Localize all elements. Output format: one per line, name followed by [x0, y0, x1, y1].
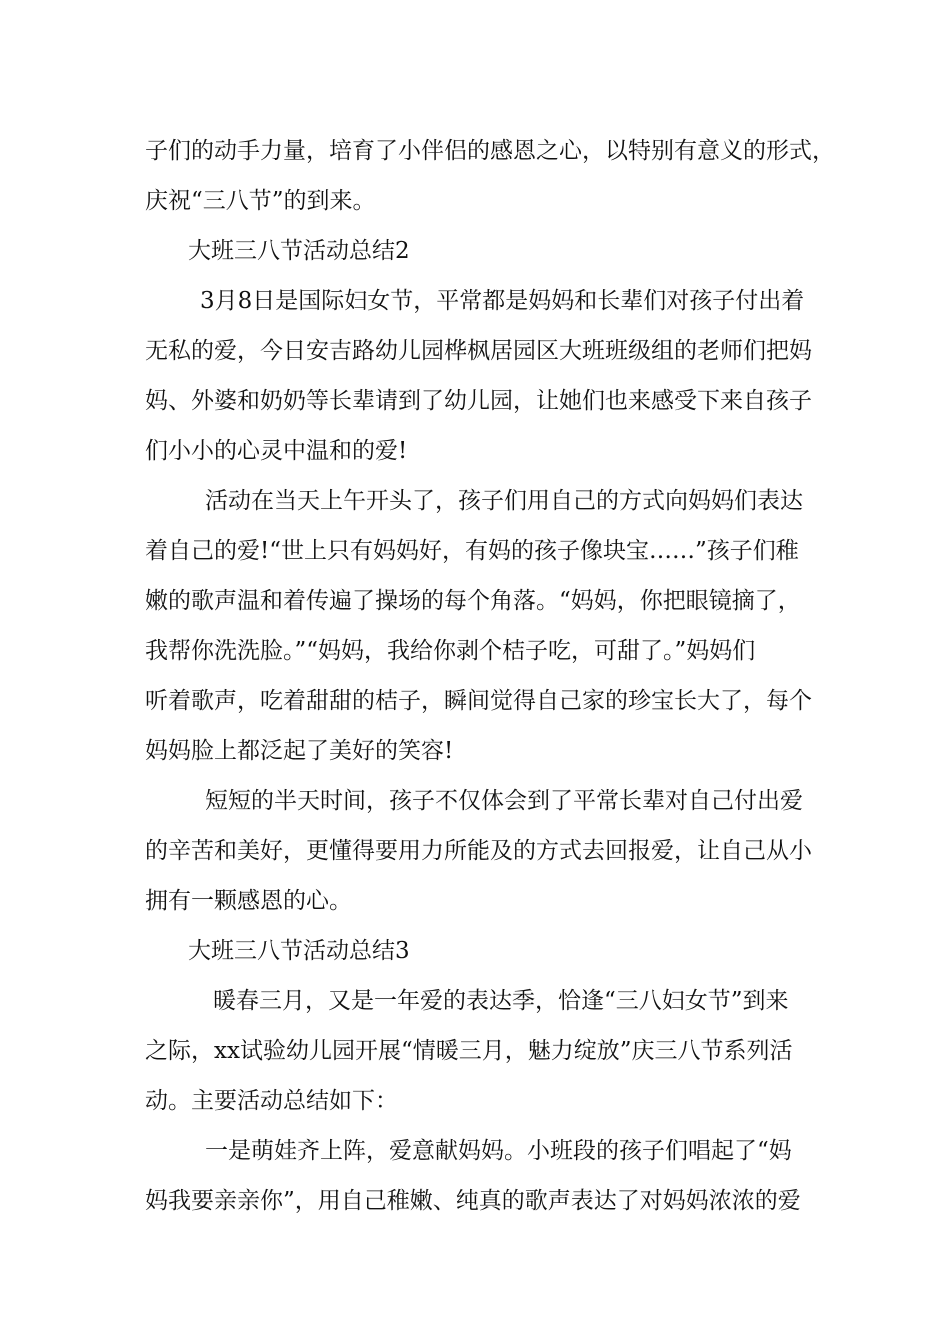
paragraph-line: 拥有一颗感恩的心。	[145, 888, 352, 914]
paragraph-line: 动。主要活动总结如下：	[145, 1088, 398, 1114]
paragraph-line: 3月8日是国际妇女节，平常都是妈妈和长辈们对孩子付出着	[200, 288, 805, 314]
paragraph-line: 之际，xx试验幼儿园开展“情暖三月，魅力绽放”庆三八节系列活	[145, 1038, 793, 1064]
section-heading: 大班三八节活动总结3	[188, 938, 410, 964]
paragraph-line: 们小小的心灵中温和的爱!	[145, 438, 408, 464]
paragraph-line: 着自己的爱!“世上只有妈妈好，有妈的孩子像块宝……”孩子们稚	[145, 538, 799, 564]
paragraph-line: 短短的半天时间，孩子不仅体会到了平常长辈对自己付出爱	[205, 788, 803, 814]
paragraph-line: 活动在当天上午开头了，孩子们用自己的方式向妈妈们表达	[205, 488, 803, 514]
paragraph-line: 妈、外婆和奶奶等长辈请到了幼儿园，让她们也来感受下来自孩子	[145, 388, 812, 414]
section-heading: 大班三八节活动总结2	[188, 238, 410, 264]
paragraph-line: 听着歌声，吃着甜甜的桔子，瞬间觉得自己家的珍宝长大了，每个	[145, 688, 812, 714]
paragraph-line: 妈我要亲亲你”，用自己稚嫩、纯真的歌声表达了对妈妈浓浓的爱	[145, 1188, 801, 1214]
paragraph-line: 庆祝“三八节”的到来。	[145, 188, 376, 214]
paragraph-line: 我帮你洗洗脸。”“妈妈，我给你剥个桔子吃，可甜了。”妈妈们	[145, 638, 756, 664]
paragraph-line: 暖春三月，又是一年爱的表达季，恰逢“三八妇女节”到来	[213, 988, 789, 1014]
paragraph-line: 嫩的歌声温和着传遍了操场的每个角落。“妈妈，你把眼镜摘了，	[145, 588, 801, 614]
paragraph-line: 子们的动手力量，培育了小伴侣的感恩之心，以特别有意义的形式，	[145, 138, 835, 164]
paragraph-line: 妈妈脸上都泛起了美好的笑容!	[145, 738, 454, 764]
paragraph-line: 一是萌娃齐上阵，爱意献妈妈。小班段的孩子们唱起了“妈	[205, 1138, 792, 1164]
paragraph-line: 无私的爱，今日安吉路幼儿园桦枫居园区大班班级组的老师们把妈	[145, 338, 812, 364]
paragraph-line: 的辛苦和美好，更懂得要用力所能及的方式去回报爱，让自己从小	[145, 838, 812, 864]
